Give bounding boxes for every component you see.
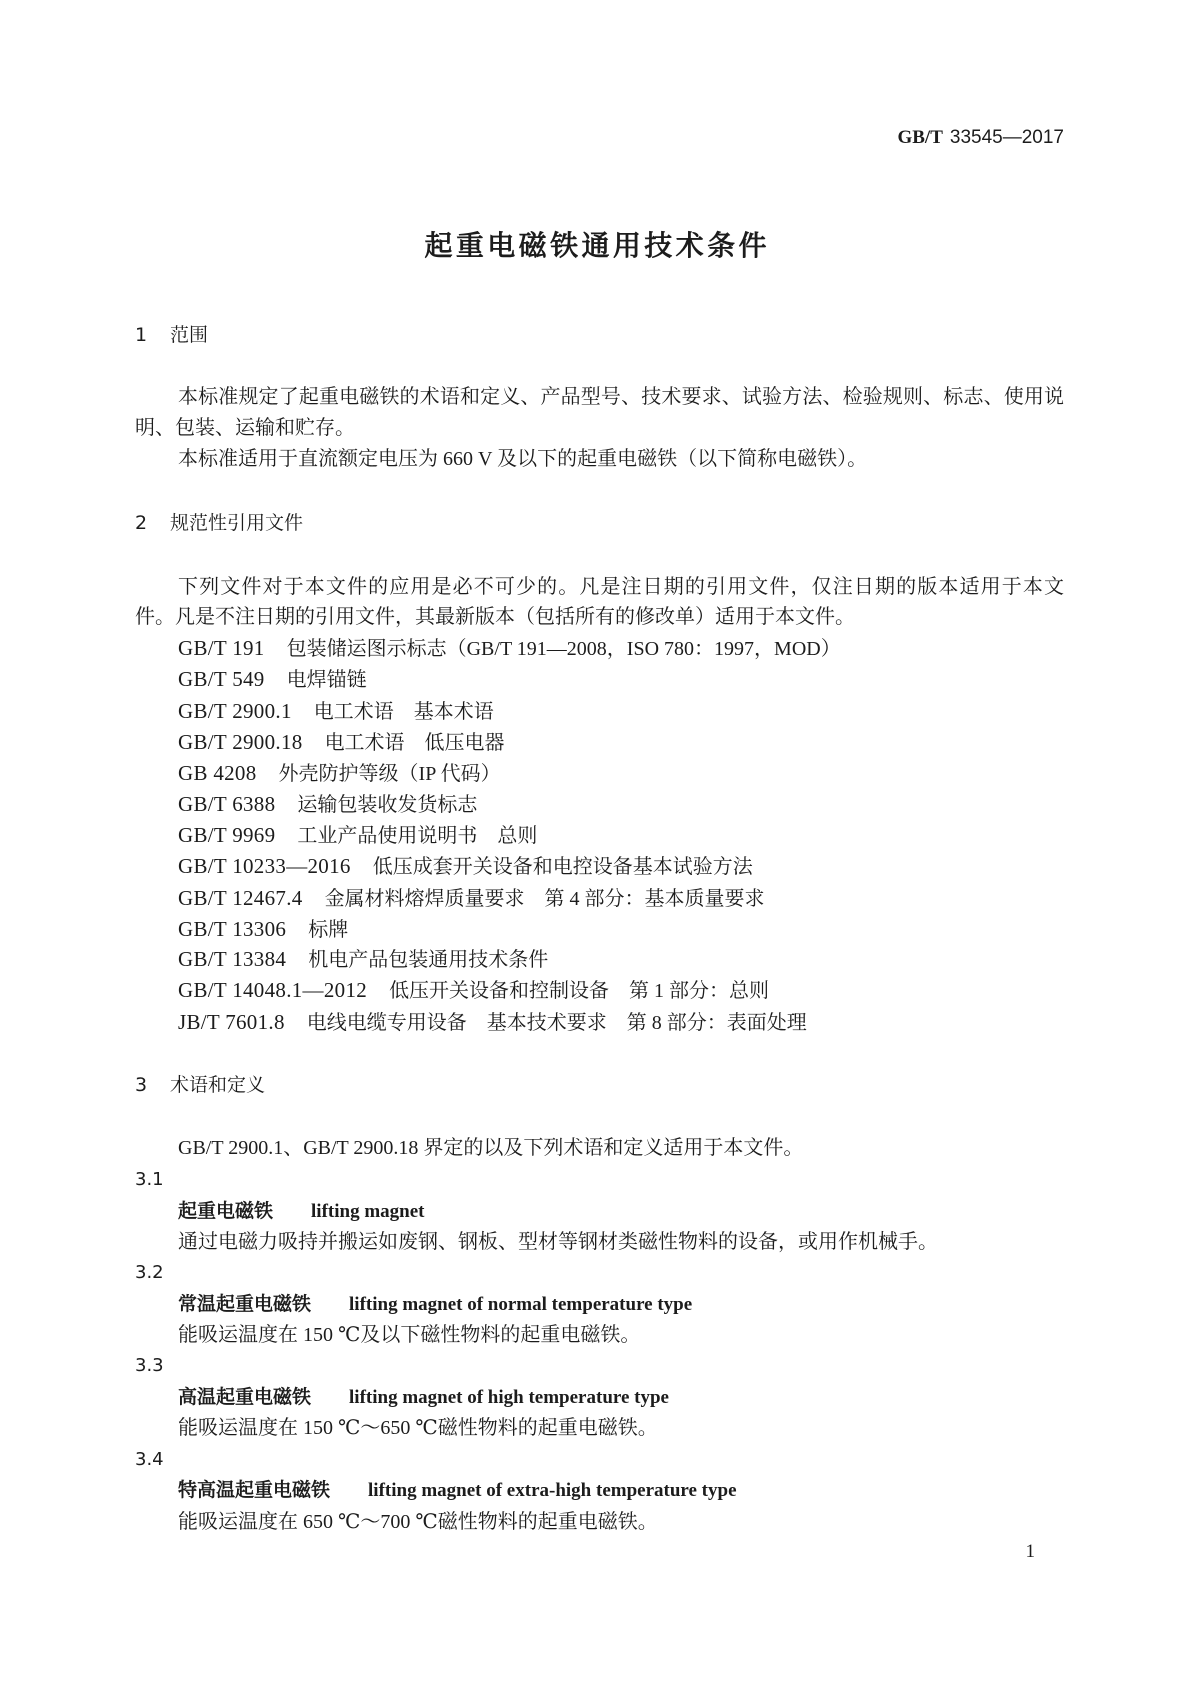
document-title: 起重电磁铁通用技术条件: [424, 229, 770, 262]
term-chinese: 起重电磁铁: [178, 1200, 274, 1222]
reference-item: [135, 883, 1064, 914]
section-number: 2: [135, 512, 148, 534]
reference-title: 标牌: [308, 919, 349, 941]
reference-title: 运输包装收发货标志: [297, 794, 478, 816]
reference-item: [135, 696, 1064, 727]
page-number: 1: [1025, 1541, 1035, 1562]
term-chinese: 特高温起重电磁铁: [178, 1479, 331, 1501]
reference-item: [135, 1007, 1064, 1038]
reference-code: GB/T 9969: [178, 823, 276, 847]
term-heading: [135, 1289, 1064, 1320]
standard-prefix: GB/T: [897, 127, 943, 148]
reference-code: GB 4208: [178, 761, 257, 785]
term-number: 3.1: [135, 1169, 164, 1190]
reference-item: [135, 914, 1064, 945]
reference-code: GB/T 2900.18: [178, 730, 303, 754]
reference-title: 低压开关设备和控制设备 第 1 部分：总则: [389, 980, 770, 1002]
term-english: lifting magnet of normal temperature type: [349, 1294, 693, 1315]
reference-item: [135, 975, 1064, 1006]
term-heading: [135, 1475, 1064, 1506]
reference-title: 包装储运图示标志（GB/T 191—2008，ISO 780：1997，MOD）: [286, 638, 841, 660]
reference-title: 工业产品使用说明书 总则: [297, 825, 538, 847]
reference-title: 电工术语 基本术语: [313, 701, 494, 723]
term-definition: 能吸运温度在 650 ℃～700 ℃磁性物料的起重电磁铁。: [178, 1511, 658, 1533]
standard-number: 33545—2017: [949, 127, 1064, 148]
reference-item: [135, 758, 1064, 789]
section-title: 术语和定义: [170, 1074, 266, 1096]
term-definition: 能吸运温度在 150 ℃及以下磁性物料的起重电磁铁。: [178, 1324, 641, 1346]
reference-item: [135, 820, 1064, 851]
reference-item: [135, 633, 1064, 664]
reference-item: [135, 664, 1064, 695]
reference-code: GB/T 6388: [178, 792, 276, 816]
term-heading: [135, 1382, 1064, 1413]
term-number: 3.4: [135, 1449, 164, 1470]
term-english: lifting magnet of high temperature type: [349, 1387, 669, 1408]
paragraph-line: GB/T 2900.1、GB/T 2900.18 界定的以及下列术语和定义适用于本文件。: [178, 1137, 804, 1159]
reference-code: GB/T 191: [178, 636, 265, 660]
reference-code: GB/T 10233—2016: [178, 854, 351, 878]
section-3-heading: [135, 1070, 1064, 1101]
reference-title: 外壳防护等级（IP 代码）: [278, 763, 501, 785]
section-title: 范围: [170, 324, 209, 346]
reference-code: JB/T 7601.8: [178, 1010, 285, 1034]
paragraph-line: 本标准规定了起重电磁铁的术语和定义、产品型号、技术要求、试验方法、检验规则、标志、使用说: [178, 386, 1064, 408]
term-chinese: 常温起重电磁铁: [178, 1293, 312, 1315]
reference-code: GB/T 14048.1—2012: [178, 978, 368, 1002]
term-heading: [135, 1196, 1064, 1227]
reference-code: GB/T 13306: [178, 917, 287, 941]
term-chinese: 高温起重电磁铁: [178, 1386, 312, 1408]
reference-code: GB/T 13384: [178, 947, 287, 971]
paragraph-line: 本标准适用于直流额定电压为 660 V 及以下的起重电磁铁（以下简称电磁铁）。: [178, 448, 868, 470]
reference-code: GB/T 12467.4: [178, 886, 303, 910]
reference-title: 金属材料熔焊质量要求 第 4 部分：基本质量要求: [324, 888, 765, 910]
running-header: [897, 122, 1064, 153]
section-number: 3: [135, 1074, 148, 1096]
reference-item: [135, 851, 1064, 882]
reference-code: GB/T 2900.1: [178, 699, 292, 723]
term-number: 3.2: [135, 1262, 164, 1283]
section-2-heading: [135, 508, 1064, 539]
section-title: 规范性引用文件: [170, 512, 304, 534]
term-english: lifting magnet of extra-high temperature type: [368, 1480, 737, 1501]
paragraph-line: 件。凡是不注日期的引用文件，其最新版本（包括所有的修改单）适用于本文件。: [135, 606, 855, 628]
term-number: 3.3: [135, 1355, 164, 1376]
reference-code: GB/T 549: [178, 667, 265, 691]
reference-item: [135, 944, 1064, 975]
section-number: 1: [135, 324, 148, 346]
reference-title: 机电产品包装通用技术条件: [308, 949, 549, 971]
reference-title: 电线电缆专用设备 基本技术要求 第 8 部分：表面处理: [306, 1012, 807, 1034]
reference-item: [135, 789, 1064, 820]
term-english: lifting magnet: [311, 1201, 425, 1222]
term-definition: 通过电磁力吸持并搬运如废钢、钢板、型材等钢材类磁性物料的设备，或用作机械手。: [178, 1231, 938, 1253]
reference-title: 低压成套开关设备和电控设备基本试验方法: [372, 856, 753, 878]
reference-item: [135, 727, 1064, 758]
paragraph-line: 明、包装、运输和贮存。: [135, 417, 355, 439]
reference-title: 电工术语 低压电器: [324, 732, 505, 754]
section-1-heading: [135, 320, 1064, 351]
reference-title: 电焊锚链: [286, 669, 367, 691]
term-definition: 能吸运温度在 150 ℃～650 ℃磁性物料的起重电磁铁。: [178, 1417, 658, 1439]
paragraph-line: 下列文件对于本文件的应用是必不可少的。凡是注日期的引用文件，仅注日期的版本适用于本文: [178, 576, 1064, 598]
